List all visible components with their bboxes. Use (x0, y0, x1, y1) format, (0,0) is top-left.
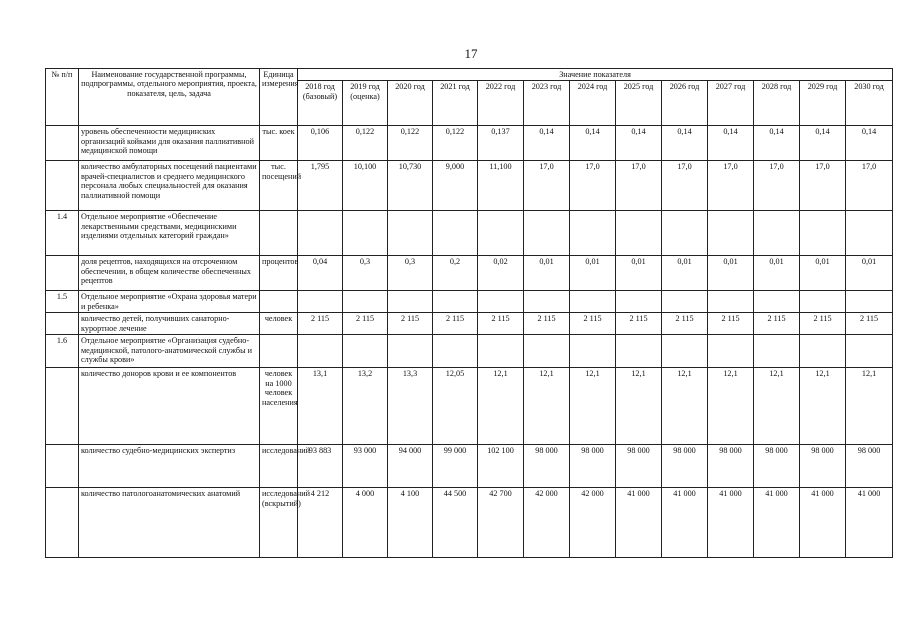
header-name: Наименование государственной программы, подпрограммы, отдельного мероприятия, проекта, показателя, цель, задача (79, 69, 260, 126)
page-number: 17 (464, 46, 478, 61)
value-cell: 41 000 (846, 488, 893, 558)
value-cell (616, 211, 662, 256)
row-unit: процентов (260, 256, 298, 291)
table-row (46, 313, 893, 335)
value-cell: 17,0 (846, 161, 893, 211)
value-cell: 17,0 (616, 161, 662, 211)
value-cell: 41 000 (754, 488, 800, 558)
table-row (46, 161, 893, 211)
value-cell (662, 291, 708, 313)
value-cell: 2 115 (846, 313, 893, 335)
value-cell (616, 335, 662, 368)
value-cell: 2 115 (616, 313, 662, 335)
value-cell: 17,0 (708, 161, 754, 211)
header-year: 2030 год (846, 81, 893, 126)
value-cell: 42 000 (570, 488, 616, 558)
value-cell: 4 100 (388, 488, 433, 558)
value-cell: 4 212 (298, 488, 343, 558)
value-cell: 13,1 (298, 368, 343, 445)
table-row (46, 335, 893, 368)
value-cell: 93 883 (298, 445, 343, 488)
value-cell: 1,795 (298, 161, 343, 211)
value-cell: 41 000 (662, 488, 708, 558)
value-cell: 0,14 (754, 126, 800, 161)
value-cell (433, 291, 478, 313)
value-cell (846, 211, 893, 256)
header-values-title: Значение показателя (298, 69, 893, 81)
row-name: Отдельное мероприятие «Организация судебно-медицинской, патолого-анатомической службы и службы крови» (79, 335, 260, 368)
value-cell: 12,1 (662, 368, 708, 445)
value-cell: 12,1 (708, 368, 754, 445)
value-cell (800, 335, 846, 368)
value-cell: 0,01 (708, 256, 754, 291)
value-cell: 2 115 (570, 313, 616, 335)
value-cell (754, 211, 800, 256)
row-name: Отдельное мероприятие «Обеспечение лекарственными средствами, медицинскими изделиями отдельных категорий граждан» (79, 211, 260, 256)
value-cell (388, 211, 433, 256)
value-cell (846, 335, 893, 368)
header-year: 2028 год (754, 81, 800, 126)
row-name: доля рецептов, находящихся на отсроченном обеспечении, в общем количестве обеспеченных рецептов (79, 256, 260, 291)
row-number (46, 126, 79, 161)
table-row (46, 488, 893, 558)
row-unit (260, 291, 298, 313)
header-year: 2018 год (базовый) (298, 81, 343, 126)
value-cell: 98 000 (570, 445, 616, 488)
value-cell: 0,14 (524, 126, 570, 161)
value-cell (524, 335, 570, 368)
row-number (46, 313, 79, 335)
value-cell: 98 000 (846, 445, 893, 488)
value-cell: 99 000 (433, 445, 478, 488)
value-cell: 0,01 (524, 256, 570, 291)
value-cell: 0,122 (433, 126, 478, 161)
value-cell: 0,14 (570, 126, 616, 161)
value-cell: 98 000 (616, 445, 662, 488)
header-year: 2020 год (388, 81, 433, 126)
row-number: 1.4 (46, 211, 79, 256)
header-year: 2029 год (800, 81, 846, 126)
value-cell (570, 211, 616, 256)
value-cell: 0,04 (298, 256, 343, 291)
value-cell: 0,01 (570, 256, 616, 291)
row-number: 1.5 (46, 291, 79, 313)
value-cell: 41 000 (800, 488, 846, 558)
value-cell: 13,3 (388, 368, 433, 445)
value-cell: 0,02 (478, 256, 524, 291)
value-cell: 0,122 (388, 126, 433, 161)
header-row-top (46, 69, 893, 81)
value-cell (388, 335, 433, 368)
value-cell: 0,01 (846, 256, 893, 291)
value-cell: 0,14 (846, 126, 893, 161)
header-year: 2026 год (662, 81, 708, 126)
row-number (46, 488, 79, 558)
value-cell: 2 115 (433, 313, 478, 335)
row-number (46, 368, 79, 445)
table-row (46, 445, 893, 488)
value-cell: 4 000 (343, 488, 388, 558)
indicator-table (45, 68, 893, 558)
row-name: количество судебно-медицинских экспертиз (79, 445, 260, 488)
row-number (46, 256, 79, 291)
header-year: 2022 год (478, 81, 524, 126)
row-unit: человек (260, 313, 298, 335)
row-name: количество детей, получивших санаторно-курортное лечение (79, 313, 260, 335)
value-cell: 17,0 (662, 161, 708, 211)
value-cell: 41 000 (708, 488, 754, 558)
value-cell (570, 291, 616, 313)
value-cell: 9,000 (433, 161, 478, 211)
value-cell: 0,137 (478, 126, 524, 161)
value-cell: 0,2 (433, 256, 478, 291)
value-cell: 2 115 (708, 313, 754, 335)
value-cell (800, 291, 846, 313)
table-row (46, 256, 893, 291)
value-cell: 2 115 (478, 313, 524, 335)
value-cell: 12,1 (846, 368, 893, 445)
value-cell (754, 335, 800, 368)
value-cell (343, 211, 388, 256)
value-cell: 0,01 (754, 256, 800, 291)
value-cell: 0,106 (298, 126, 343, 161)
value-cell: 93 000 (343, 445, 388, 488)
value-cell: 10,100 (343, 161, 388, 211)
row-number: 1.6 (46, 335, 79, 368)
value-cell: 44 500 (433, 488, 478, 558)
value-cell: 0,14 (616, 126, 662, 161)
value-cell: 12,05 (433, 368, 478, 445)
value-cell: 17,0 (570, 161, 616, 211)
value-cell (524, 211, 570, 256)
row-name: количество амбулаторных посещений пациентами врачей-специалистов и среднего медицинского персонала любых специальностей для оказания паллиативной помощи (79, 161, 260, 211)
row-unit (260, 211, 298, 256)
header-year: 2025 год (616, 81, 662, 126)
value-cell: 2 115 (298, 313, 343, 335)
value-cell (524, 291, 570, 313)
value-cell (478, 211, 524, 256)
value-cell: 17,0 (524, 161, 570, 211)
row-name: уровень обеспеченности медицинских организаций койками для оказания паллиативной медицинской помощи (79, 126, 260, 161)
value-cell (662, 211, 708, 256)
value-cell (708, 335, 754, 368)
value-cell: 2 115 (662, 313, 708, 335)
value-cell: 2 115 (754, 313, 800, 335)
value-cell (478, 335, 524, 368)
value-cell: 12,1 (524, 368, 570, 445)
row-unit (260, 335, 298, 368)
value-cell: 0,122 (343, 126, 388, 161)
row-unit: тыс. посещений (260, 161, 298, 211)
header-year: 2019 год (оценка) (343, 81, 388, 126)
value-cell (388, 291, 433, 313)
value-cell: 12,1 (800, 368, 846, 445)
value-cell: 11,100 (478, 161, 524, 211)
value-cell: 42 700 (478, 488, 524, 558)
value-cell (616, 291, 662, 313)
value-cell (343, 291, 388, 313)
value-cell (754, 291, 800, 313)
value-cell (298, 211, 343, 256)
value-cell: 13,2 (343, 368, 388, 445)
value-cell (298, 335, 343, 368)
value-cell (800, 211, 846, 256)
value-cell: 12,1 (478, 368, 524, 445)
value-cell: 102 100 (478, 445, 524, 488)
value-cell: 0,14 (708, 126, 754, 161)
row-unit: тыс. коек (260, 126, 298, 161)
row-number (46, 161, 79, 211)
row-unit: исследований (260, 445, 298, 488)
row-name: количество патологоанатомических анатомий (79, 488, 260, 558)
table-row (46, 291, 893, 313)
value-cell (433, 211, 478, 256)
header-year: 2024 год (570, 81, 616, 126)
header-year: 2021 год (433, 81, 478, 126)
value-cell: 10,730 (388, 161, 433, 211)
value-cell: 2 115 (388, 313, 433, 335)
header-year: 2027 год (708, 81, 754, 126)
value-cell: 2 115 (800, 313, 846, 335)
table-row (46, 368, 893, 445)
value-cell (298, 291, 343, 313)
row-name: Отдельное мероприятие «Охрана здоровья матери и ребенка» (79, 291, 260, 313)
value-cell: 42 000 (524, 488, 570, 558)
value-cell: 17,0 (754, 161, 800, 211)
value-cell: 94 000 (388, 445, 433, 488)
value-cell: 12,1 (570, 368, 616, 445)
value-cell: 98 000 (708, 445, 754, 488)
value-cell: 12,1 (616, 368, 662, 445)
value-cell (570, 335, 616, 368)
value-cell: 2 115 (524, 313, 570, 335)
value-cell (846, 291, 893, 313)
value-cell: 0,14 (800, 126, 846, 161)
table-row (46, 211, 893, 256)
row-name: количество доноров крови и ее компонентов (79, 368, 260, 445)
value-cell: 98 000 (662, 445, 708, 488)
table-row (46, 126, 893, 161)
value-cell: 0,14 (662, 126, 708, 161)
value-cell (433, 335, 478, 368)
header-unit: Единица измерения (260, 69, 298, 126)
value-cell: 41 000 (616, 488, 662, 558)
row-unit: человек на 1000 человек населения (260, 368, 298, 445)
value-cell: 17,0 (800, 161, 846, 211)
value-cell (662, 335, 708, 368)
value-cell: 2 115 (343, 313, 388, 335)
value-cell (478, 291, 524, 313)
row-number (46, 445, 79, 488)
value-cell: 98 000 (800, 445, 846, 488)
table-body (46, 126, 893, 558)
value-cell: 98 000 (524, 445, 570, 488)
value-cell: 0,01 (800, 256, 846, 291)
value-cell: 12,1 (754, 368, 800, 445)
header-num: № п/п (46, 69, 79, 126)
value-cell: 0,01 (662, 256, 708, 291)
row-unit: исследований (вскрытий) (260, 488, 298, 558)
value-cell: 0,3 (388, 256, 433, 291)
value-cell (708, 211, 754, 256)
value-cell: 0,01 (616, 256, 662, 291)
value-cell (708, 291, 754, 313)
value-cell: 0,3 (343, 256, 388, 291)
value-cell (343, 335, 388, 368)
value-cell: 98 000 (754, 445, 800, 488)
header-year: 2023 год (524, 81, 570, 126)
